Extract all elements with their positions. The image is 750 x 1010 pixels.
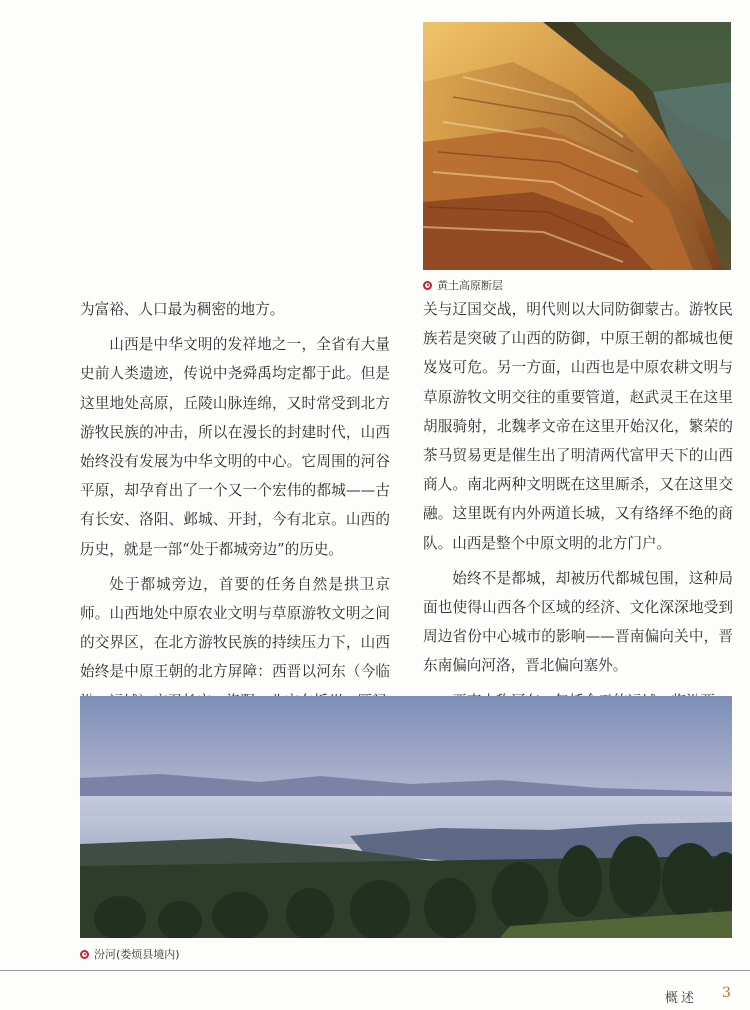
photo-caption-bottom <box>80 946 180 962</box>
page-number: 3 <box>722 985 731 1001</box>
footer-divider <box>0 970 750 971</box>
fen-river-photo <box>80 696 732 938</box>
paragraph: 为富裕、人口最为稠密的地方。 <box>80 301 285 318</box>
caption-text: 黄土高原断层 <box>437 279 503 292</box>
paragraph: 关与辽国交战，明代则以大同防御蒙古。游牧民族若是突破了山西的防御，中原王朝的都城也便岌岌可危。另一方面，山西也是中原农耕文明与草原游牧文明交往的重要管道，赵武灵王在这里胡服骑射，北魏孝文帝在这里开始汉化，繁荣的茶马贸易更是催生出了明清两代富甲天下的山西商人。南北两种文明既在这里厮杀，又在这里交融。这里既有内外两道长城，又有络绎不绝的商队。山西是整个中原文明的北方门户。 <box>423 301 733 552</box>
photo-caption-top <box>423 277 503 293</box>
paragraph: 始终不是都城，却被历代都城包围，这种局面也使得山西各个区域的经济、文化深深地受到周边省份中心城市的影响——晋南偏向关中，晋东南偏向河洛，晋北偏向塞外。 <box>423 569 733 675</box>
paragraph: 处于都城旁边，首要的任务自然是拱卫京师。山西地处中原农业文明与草原游牧文明之间的交界区，在北方游牧民族的持续压力下，山西始终是中原王朝的北方屏障：西晋以河东（今临 <box>80 575 390 681</box>
text-column-left <box>80 295 390 722</box>
paragraph: 山西是中华文明的发祥地之一，全省有大量史前人类遗迹，传说中尧舜禹均定都于此。但是这里地处高原，丘陵山脉连绵，又时常受到北方游牧民族的冲击，所以在漫长的封建时代，山西始终没有发展为中华文明的中心。它周围的河谷平原，却孕育出了一个又一个宏伟的都城——古有长安、洛阳、邺城、开封，今有北京。山西的历史，就是一部“处于都城旁边”的历史。 <box>80 336 390 558</box>
section-title: 概述 <box>665 991 698 1006</box>
caption-bullet-icon <box>80 950 89 959</box>
caption-text: 汾河(娄烦县境内) <box>94 948 180 961</box>
loess-plateau-photo <box>423 22 731 270</box>
text-column-right <box>423 295 733 722</box>
caption-bullet-icon <box>423 281 432 290</box>
